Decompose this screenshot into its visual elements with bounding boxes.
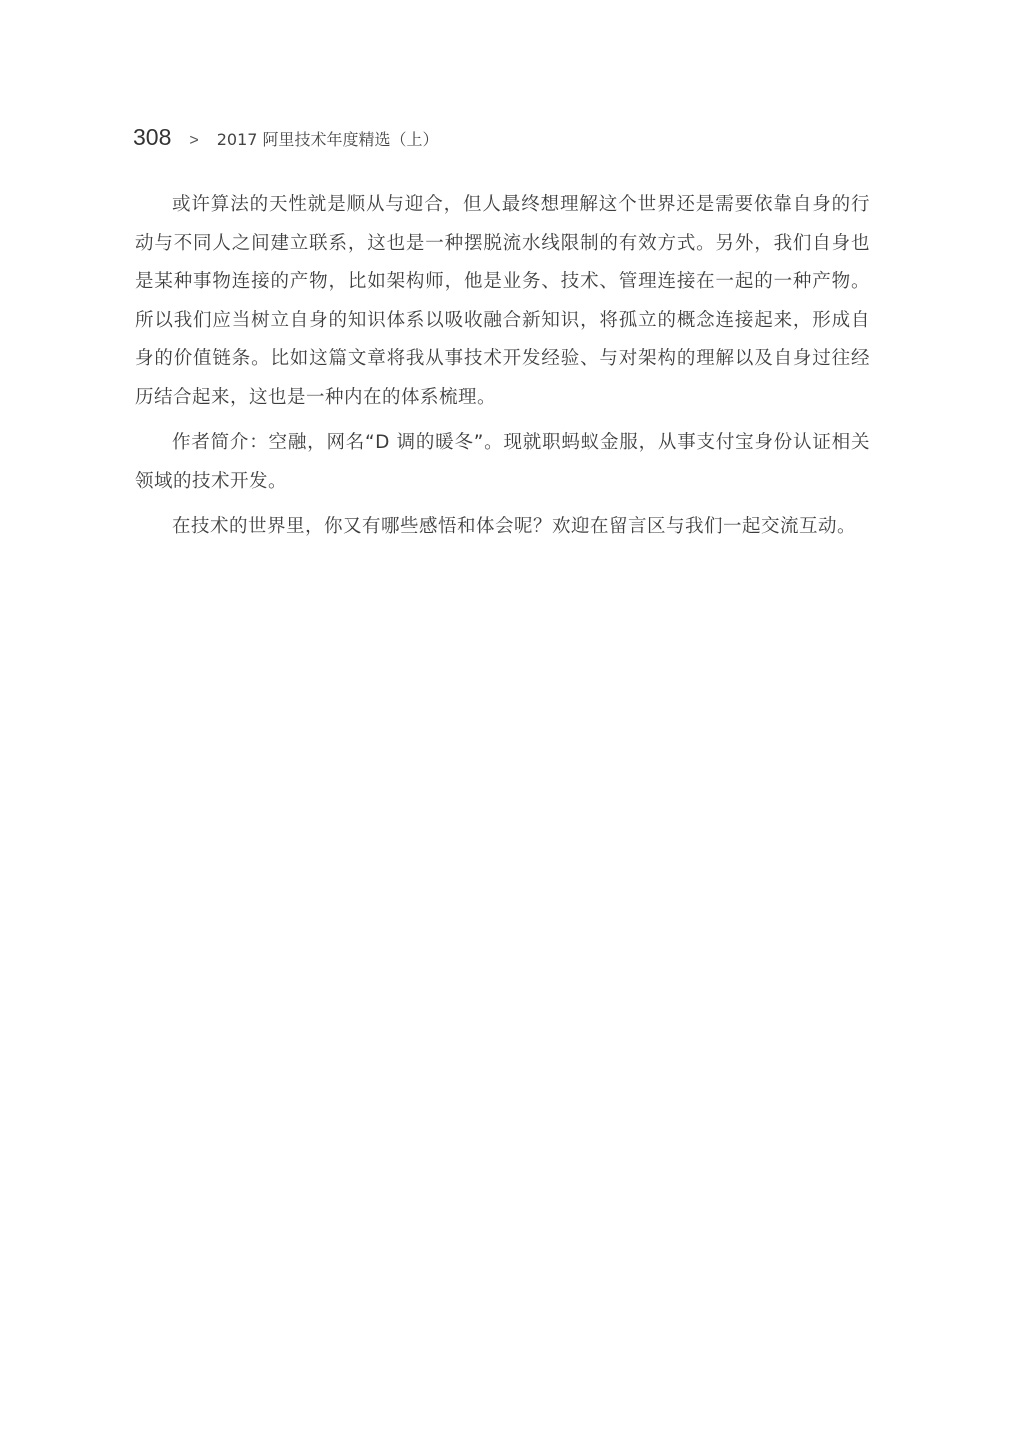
paragraph-call-to-action: 在技术的世界里，你又有哪些感悟和体会呢？欢迎在留言区与我们一起交流互动。 xyxy=(172,516,857,537)
running-header xyxy=(133,124,439,151)
paragraph-reflection: 或许算法的天性就是顺从与迎合，但人最终想理解这个世界还是需要依靠自身的行动与不同人之间建立联系，这也是一种摆脱流水线限制的有效方式。另外，我们自身也是某种事物连接的产物，比如架构师，他是业务、技术、管理连接在一起的一种产物。所以我们应当树立自身的知识体系以吸收融合新知识，将孤立的概念连接起来，形成自身的价值链条。比如这篇文章将我从事技术开发经验、与对架构的理解以及自身过往经历结合起来，这也是一种内在的体系梳理。 xyxy=(135,194,870,408)
page-number: 308 xyxy=(133,124,172,150)
paragraph-author-bio: 作者简介：空融，网名“D 调的暖冬”。现就职蚂蚁金服，从事支付宝身份认证相关领域的技术开发。 xyxy=(135,432,870,492)
header-separator: > xyxy=(189,132,199,149)
body-text xyxy=(135,186,870,554)
book-title: 2017 阿里技术年度精选（上） xyxy=(216,130,439,149)
